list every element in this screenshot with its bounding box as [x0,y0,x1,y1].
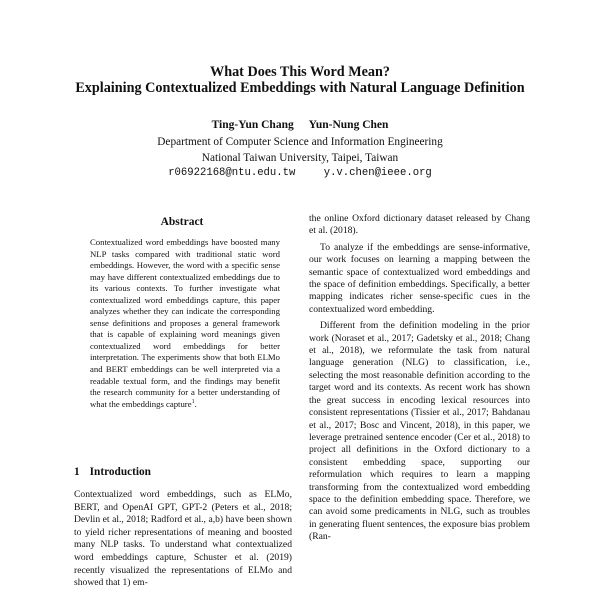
abstract-body [90,237,280,410]
footnote-marker[interactable]: 1 [191,398,195,405]
author-name: Yun-Nung Chen [308,119,389,131]
author-emails [0,166,600,180]
abstract-heading: Abstract [160,216,204,228]
affiliation-line2: National Taiwan University, Taipei, Taiwan [201,152,399,164]
paper-title-line1: What Does This Word Mean? [210,64,390,80]
right-column [309,213,530,600]
author-list [0,118,600,132]
paragraph: Different from the definition modeling in the prior work (Noraset et al., 2017; Gadetsky et al., 2018; Chang et al., 2018), we reformulate the task from natural language generation (NLG) to classification, i.e., selecting the most reasonable definition according to the target word and its contexts. As recent work has shown the great success in encoding lexical resources into consistent representations (Tissier et al., 2017; Bahdanau et al., 2017; Bosc and Vincent, 2018), in this paper, we leverage pretrained sentence encoder (Cer et al., 2018) to project all definitions in the Oxford dictionary to a consistent embedding space, supporting our reformulation which requires to learn a mapping transforming from the contextualized word embedding space to the definition embedding space. Therefore, we can avoid some predicaments in NLG, such as troubles in generating fluent sentences, the exposure bias problem (Ran- [309,320,530,543]
affiliation-line1: Department of Computer Science and Information Engineering [157,136,443,148]
abstract-end: . [194,398,197,409]
paper-title-line2: Explaining Contextualized Embeddings with Natural Language Definition [75,80,525,96]
paragraph: To analyze if the embeddings are sense-informative, our work focuses on learning a mapping between the semantic space of contextualized word embeddings and the space of definition embeddings. Specifically, a better mapping indicates richer sense-specific cues in the contextualized word embedding. [309,241,530,315]
author-name: Ting-Yun Chang [211,119,294,131]
abstract-text: Contextualized word embeddings have boosted many NLP tasks compared with traditional static word embeddings. However, the word with a specific sense may have different contextualized embeddings due to its various contexts. To further investigate what contextualized word embeddings capture, this paper analyzes whether they can indicate the corresponding sense definitions and proposes a general framework that is capable of explaining word meanings given contextualized word embeddings for better interpretation. The experiments show that both ELMo and BERT embeddings can be well interpreted via a readable textual form, and the findings may benefit the research community for a better understanding of what the embeddings capture [90,237,280,409]
email-link[interactable]: r06922168@ntu.edu.tw [168,167,296,179]
section-title: Introduction [89,466,151,478]
paragraph: the online Oxford dictionary dataset released by Chang et al. (2018). [309,213,530,237]
email-link[interactable]: y.v.chen@ieee.org [323,167,432,179]
section-heading-introduction [74,466,151,478]
section-number: 1 [74,466,80,478]
introduction-paragraph: Contextualized word embeddings, such as ELMo, BERT, and OpenAI GPT, GPT-2 (Peters et al., 2018; Devlin et al., 2018; Radford et al., a,b) have been shown to yield richer representations of meaning and boosted many NLP tasks. To understand what contextualized word embeddings capture, Schuster et al. (2019) recently visualized the representations of ELMo and showed that 1) em- [74,489,292,589]
